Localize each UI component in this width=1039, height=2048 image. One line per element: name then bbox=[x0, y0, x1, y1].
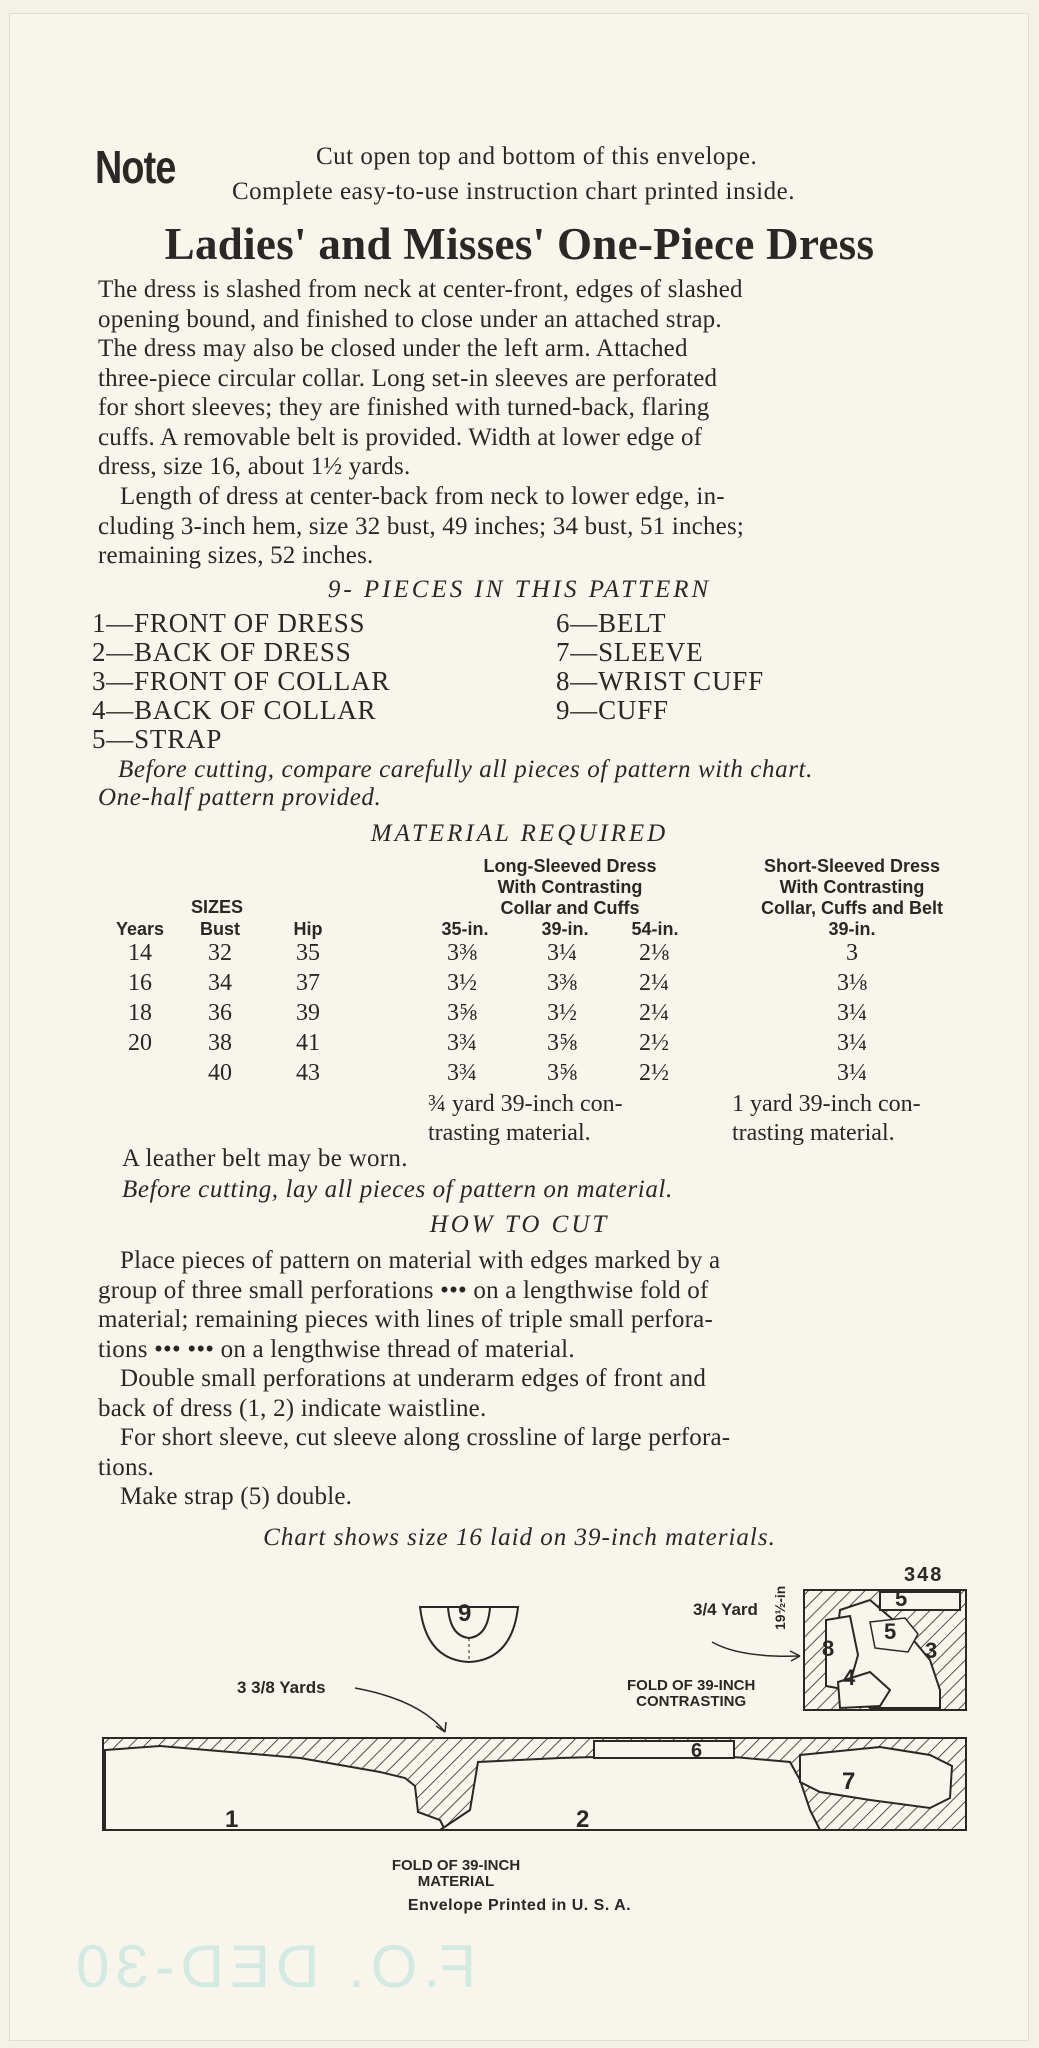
description-line: dress, size 16, about 1½ yards. bbox=[98, 453, 411, 480]
short-sleeve-header bbox=[722, 856, 982, 919]
cell-35: 3¾ bbox=[447, 1060, 477, 1086]
cell-54: 2¼ bbox=[639, 1000, 669, 1026]
cell-54: 2½ bbox=[639, 1060, 669, 1086]
half-pattern-note: One-half pattern provided. bbox=[98, 784, 382, 811]
footnote-line: trasting material. bbox=[428, 1120, 591, 1146]
piece-item: 5—STRAP bbox=[92, 724, 223, 754]
piece-label-5a: 5 bbox=[895, 1586, 908, 1611]
long-head-line: Collar and Cuffs bbox=[500, 898, 640, 918]
how-to-cut-paragraph-1 bbox=[98, 1246, 984, 1364]
cell-years: 18 bbox=[128, 1000, 152, 1026]
cell-years: 20 bbox=[128, 1030, 152, 1056]
how-to-cut-paragraph-4: Make strap (5) double. bbox=[120, 1483, 353, 1510]
piece-6-shape bbox=[594, 1741, 734, 1758]
piece-item: 8—WRIST CUFF bbox=[556, 666, 764, 696]
cell-39: 3⅝ bbox=[547, 1060, 577, 1086]
cut-line: material; remaining pieces with lines of triple small perfora- bbox=[98, 1306, 713, 1333]
cell-54: 2⅛ bbox=[639, 940, 669, 966]
piece-label-3: 3 bbox=[925, 1638, 938, 1663]
cut-line: For short sleeve, cut sleeve along crossline of large perfora- bbox=[120, 1424, 731, 1451]
fold-line: MATERIAL bbox=[417, 1873, 495, 1890]
piece-label-9: 9 bbox=[458, 1600, 472, 1627]
length-line: cluding 3-inch hem, size 32 bust, 49 inches; 34 bust, 51 inches; bbox=[98, 512, 745, 540]
printed-in-usa: Envelope Printed in U. S. A. bbox=[407, 1897, 632, 1914]
col-hip: Hip bbox=[293, 919, 323, 939]
cell-short: 3 bbox=[846, 940, 858, 966]
before-lay-note: Before cutting, lay all pieces of pattern on material. bbox=[122, 1176, 673, 1203]
cell-bust: 40 bbox=[208, 1060, 232, 1086]
note-line-2: Complete easy-to-use instruction chart printed inside. bbox=[232, 178, 795, 205]
page-title: Ladies' and Misses' One-Piece Dress bbox=[164, 219, 875, 269]
cell-bust: 34 bbox=[208, 970, 232, 996]
footnote-line: ¾ yard 39-inch con- bbox=[428, 1091, 623, 1117]
piece-label-7: 7 bbox=[842, 1768, 856, 1795]
chart-caption: Chart shows size 16 laid on 39-inch materials. bbox=[263, 1524, 776, 1551]
how-to-cut-heading: HOW TO CUT bbox=[429, 1211, 610, 1238]
sizes-label: SIZES bbox=[190, 897, 243, 917]
col-bust: Bust bbox=[200, 919, 240, 939]
cell-54: 2½ bbox=[639, 1030, 669, 1056]
cell-39: 3⅜ bbox=[547, 970, 577, 996]
piece-item: 2—BACK OF DRESS bbox=[92, 637, 352, 667]
footnote-line: 1 yard 39-inch con- bbox=[732, 1091, 921, 1117]
cell-hip: 37 bbox=[296, 970, 320, 996]
fold-line: FOLD OF 39-INCH bbox=[627, 1677, 756, 1694]
cell-hip: 39 bbox=[296, 1000, 320, 1026]
short-sleeve-footnote bbox=[732, 1090, 921, 1148]
description-line: for short sleeves; they are finished with turned-back, flaring bbox=[98, 394, 710, 421]
long-sleeve-header bbox=[420, 856, 720, 919]
col-39: 39-in. bbox=[541, 919, 589, 939]
cell-short: 3¼ bbox=[837, 1000, 867, 1026]
piece-item: 9—CUFF bbox=[556, 695, 669, 725]
cell-39: 3⅝ bbox=[547, 1030, 577, 1056]
contrast-top-numbers: 348 bbox=[904, 1564, 944, 1586]
cell-39: 3¼ bbox=[547, 940, 577, 966]
col-35: 35-in. bbox=[441, 919, 489, 939]
cut-line: group of three small perforations ••• on a lengthwise fold of bbox=[98, 1276, 709, 1304]
piece-item: 1—FRONT OF DRESS bbox=[92, 608, 366, 638]
description-line: The dress is slashed from neck at center-front, edges of slashed bbox=[98, 276, 743, 303]
piece-label-6: 6 bbox=[691, 1740, 703, 1762]
piece-item: 6—BELT bbox=[556, 608, 667, 638]
cell-years: 16 bbox=[128, 970, 152, 996]
description-line: three-piece circular collar. Long set-in sleeves are perforated bbox=[98, 364, 718, 392]
piece-5-shape bbox=[880, 1592, 960, 1610]
cell-short: 3¼ bbox=[837, 1060, 867, 1086]
pieces-heading: 9- PIECES IN THIS PATTERN bbox=[327, 576, 712, 603]
piece-label-4: 4 bbox=[843, 1665, 856, 1690]
table-row bbox=[0, 970, 1039, 1000]
length-paragraph bbox=[98, 482, 984, 571]
footnote-line: trasting material. bbox=[732, 1120, 895, 1146]
cell-bust: 32 bbox=[208, 940, 232, 966]
width-label: 19½-in bbox=[772, 1585, 788, 1630]
description-paragraph bbox=[98, 275, 984, 482]
description-line: cuffs. A removable belt is provided. Width at lower edge of bbox=[98, 423, 703, 451]
cell-years: 14 bbox=[128, 940, 152, 966]
material-heading: MATERIAL REQUIRED bbox=[370, 820, 669, 847]
contrast-yards-arrow bbox=[712, 1642, 800, 1656]
col-54: 54-in. bbox=[631, 919, 679, 939]
piece-label-8: 8 bbox=[822, 1636, 835, 1661]
table-row bbox=[0, 940, 1039, 970]
long-head-line: Long-Sleeved Dress bbox=[483, 856, 657, 876]
pieces-list-left bbox=[92, 609, 390, 754]
cut-line: Place pieces of pattern on material with edges marked by a bbox=[120, 1247, 721, 1274]
description-line: opening bound, and finished to close under an attached strap. bbox=[98, 305, 722, 333]
yards-arrow bbox=[355, 1688, 445, 1732]
cell-short: 3⅛ bbox=[837, 970, 867, 996]
cell-35: 3¾ bbox=[447, 1030, 477, 1056]
how-to-cut-paragraph-2 bbox=[98, 1364, 984, 1423]
contrast-yards-label: 3/4 Yard bbox=[693, 1600, 758, 1619]
note-label: Note bbox=[95, 141, 176, 193]
cell-bust: 36 bbox=[208, 1000, 232, 1026]
length-line: Length of dress at center-back from neck to lower edge, in- bbox=[120, 483, 725, 510]
cell-35: 3⅝ bbox=[447, 1000, 477, 1026]
cell-hip: 41 bbox=[296, 1030, 320, 1056]
cell-bust: 38 bbox=[208, 1030, 232, 1056]
cell-39: 3½ bbox=[547, 1000, 577, 1026]
long-head-line: With Contrasting bbox=[497, 877, 643, 897]
col-short-39: 39-in. bbox=[828, 919, 876, 939]
cell-35: 3½ bbox=[447, 970, 477, 996]
cell-short: 3¼ bbox=[837, 1030, 867, 1056]
main-fold-label bbox=[386, 1858, 526, 1890]
cut-line: Double small perforations at underarm edges of front and bbox=[120, 1365, 707, 1392]
note-line-1: Cut open top and bottom of this envelope. bbox=[316, 143, 758, 170]
description-line: The dress may also be closed under the left arm. Attached bbox=[98, 335, 688, 362]
cell-hip: 43 bbox=[296, 1060, 320, 1086]
table-row bbox=[0, 1060, 1039, 1090]
piece-label-1: 1 bbox=[225, 1806, 239, 1833]
fold-line: FOLD OF 39-INCH bbox=[391, 1857, 521, 1874]
short-head-line: With Contrasting bbox=[779, 877, 925, 897]
piece-2-shape bbox=[440, 1754, 820, 1830]
piece-label-2: 2 bbox=[576, 1806, 590, 1833]
compare-note: Before cutting, compare carefully all pieces of pattern with chart. bbox=[118, 756, 813, 783]
cell-hip: 35 bbox=[296, 940, 320, 966]
pieces-list-right bbox=[556, 609, 764, 725]
leather-belt-note: A leather belt may be worn. bbox=[122, 1145, 408, 1172]
contrast-fold-label bbox=[627, 1678, 755, 1710]
long-sleeve-footnote bbox=[428, 1090, 623, 1148]
cut-line: back of dress (1, 2) indicate waistline. bbox=[98, 1394, 487, 1422]
cut-line: tions ••• ••• on a lengthwise thread of material. bbox=[98, 1335, 575, 1363]
faded-stamp: F.O. DED-30 bbox=[70, 1933, 477, 2000]
how-to-cut-paragraph-3 bbox=[98, 1423, 984, 1482]
layout-chart bbox=[0, 1550, 1039, 1890]
piece-item: 3—FRONT OF COLLAR bbox=[92, 666, 391, 696]
main-yards-label: 3 3/8 Yards bbox=[237, 1678, 326, 1697]
col-years: Years bbox=[115, 919, 165, 939]
table-row bbox=[0, 1000, 1039, 1030]
cell-54: 2¼ bbox=[639, 970, 669, 996]
fold-line: CONTRASTING bbox=[636, 1693, 747, 1710]
piece-item: 4—BACK OF COLLAR bbox=[92, 695, 377, 725]
piece-item: 7—SLEEVE bbox=[556, 637, 704, 667]
short-head-line: Collar, Cuffs and Belt bbox=[760, 898, 944, 918]
short-head-line: Short-Sleeved Dress bbox=[763, 856, 941, 876]
table-row bbox=[0, 1030, 1039, 1060]
length-line: remaining sizes, 52 inches. bbox=[98, 542, 374, 569]
cut-line: tions. bbox=[98, 1453, 155, 1481]
piece-label-5b: 5 bbox=[884, 1619, 897, 1644]
cell-35: 3⅜ bbox=[447, 940, 477, 966]
